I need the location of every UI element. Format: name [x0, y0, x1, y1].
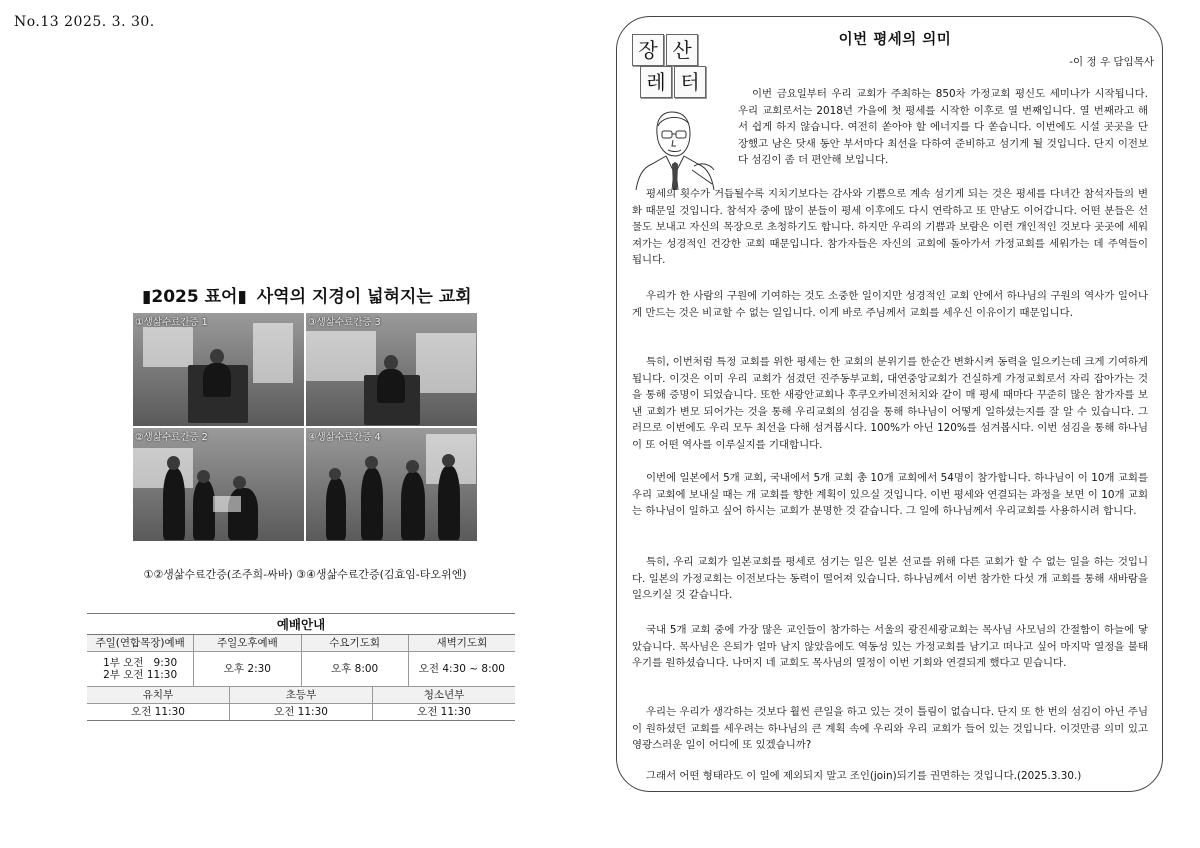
table-header-cell: 주일오후예배 — [194, 635, 301, 651]
motto-text: 사역의 지경이 넓혀지는 교회 — [256, 287, 472, 307]
letter-paragraph: 그래서 어떤 형태라도 이 일에 제외되지 말고 조인(join)되기를 권면하는 것입니다.(2025.3.30.) — [646, 770, 1082, 782]
table-header-cell: 수요기도회 — [302, 635, 409, 651]
letter-author: -이 정 우 담임목사 — [1069, 56, 1154, 68]
testimony-photo-grid — [133, 313, 476, 541]
letter-paragraph: 이번 금요일부터 우리 교회가 주최하는 850차 가정교회 평신도 세미나가 시작됩니다. 우리 교회로서는 2018년 가을에 첫 평세를 시작한 이후로 열 번째입니다. 열 번째라고 해서 쉽게 하지 않습니다. 여전히 쏟아야 할 에너지를 다 쏟습니다. 이번에도 시설 곳곳을 단장했고 남은 닷새 동안 부서마다 최선을 다하여 준비하고 섬기게 될 것입니다. 단지 이전보다 섬김이 좀 더 편안해 보입니다. — [738, 88, 1148, 167]
pastor-portrait-sketch — [632, 104, 718, 190]
letter-title: 이번 평세의 의미 — [838, 32, 952, 48]
motto-marker: ▮ — [237, 287, 247, 307]
table-cell: 오전 11:30 — [87, 704, 230, 720]
worship-schedule-title: 예배안내 — [87, 614, 515, 635]
table-header-cell: 청소년부 — [373, 687, 515, 703]
table-row — [87, 635, 515, 652]
motto-year-label: 2025 표어 — [151, 287, 238, 307]
table-cell: 2부 오전 11:30 — [103, 669, 178, 682]
letter-paragraph: 이번에 일본에서 5개 교회, 국내에서 5개 교회 총 10개 교회에서 54명이 참가합니다. 하나님이 이 10개 교회를 우리 교회에 보내실 때는 개 교회를 향한 계획이 있으실 것입니다. 이번 평세와 연결되는 과정을 보면 이 10개 교회는 하나님이 일하고 싶어 하시는 교회가 분명한 것 같습니다. 그 일에 하나님께서 우리교회를 사용하시려 합니다. — [632, 472, 1148, 518]
testimony-photo — [306, 313, 477, 426]
photo-caption-label: ①생삶수료간증 1 — [135, 317, 208, 328]
sunday-service-times — [87, 652, 194, 686]
table-cell: 오전 4:30 ~ 8:00 — [418, 663, 505, 676]
letter-paragraph: 우리는 우리가 생각하는 것보다 훨씬 큰일을 하고 있는 것이 틀림이 없습니다. 단지 또 한 번의 섬김이 아닌 주님이 원하셨던 교회를 세우려는 하나님의 큰 계획 속에 우리와 우리 교회가 들어 있는 것입니다. 이것만큼 의미 있고 영광스러운 일이 어디에 또 있겠습니까? — [632, 706, 1148, 752]
photo-caption-label: ③생삶수료간증 3 — [308, 317, 381, 328]
letter-paragraph: 우리가 한 사람의 구원에 기여하는 것도 소중한 일이지만 성경적인 교회 안에서 하나님의 구원의 역사가 일어나게 만드는 것은 비교할 수 없는 일입니다. 이게 바로 주님께서 교회를 세우신 이유이기 때문입니다. — [632, 290, 1148, 319]
table-cell: 오후 2:30 — [194, 652, 301, 686]
logo-tile: 장 — [632, 34, 664, 66]
table-header-cell: 유치부 — [87, 687, 230, 703]
worship-schedule-table — [87, 613, 515, 721]
photo-caption-label: ④생삶수료간증 4 — [308, 432, 381, 443]
letter-paragraph: 평세의 횟수가 거듭될수록 지치기보다는 감사와 기쁨으로 계속 섬기게 되는 것은 평세를 다녀간 참석자들의 변화 때문일 것입니다. 참석자 중에 많이 분들이 평세 이후에도 다시 연락하고 또 만남도 이어갑니다. 어떤 분들은 선물도 보내고 자신의 목장으로 초청하기도 합니다. 하지만 우리의 기쁨과 보람은 이런 개인적인 것보다 곳곳에 세워져가는 성경적인 건강한 교회 때문입니다. 참가자들은 자신의 교회에 돌아가서 가정교회를 세워가는 데 주역들이 됩니다. — [632, 188, 1148, 267]
letter-paragraph: 특히, 이번처럼 특정 교회를 위한 평세는 한 교회의 분위기를 한순간 변화시켜 동력을 일으키는데 크게 기여하게 됩니다. 이것은 이미 우리 교회가 섬겼던 진주동부교회, 대연중앙교회가 건실하게 가정교회로서 자리 잡아가는 것을 통해 증명이 되었습니다. 또한 새광안교회나 후쿠오카비전처치와 같이 매 평세 때마다 꾸준히 많은 참가자를 보낸 교회가 변모 되어가는 것을 통해 우리교회의 섬김을 통해 하나님이 어떻게 일하셨는지를 잘 알 수 있습니다. 그러므로 이번에도 우리 모두 최선을 다해 섬겨봅시다. 100%가 아닌 120%를 섬겨봅시다. 이번 섬김을 통해 하나님이 또 어떤 역사를 이루실지를 기대합니다. — [632, 356, 1148, 451]
testimony-photo — [133, 313, 304, 426]
photo-caption-label: ②생삶수료간증 2 — [135, 432, 208, 443]
logo-tile: 레 — [640, 66, 672, 98]
table-row — [87, 687, 515, 704]
table-header-cell: 주일(연합목장)예배 — [87, 635, 194, 651]
testimony-photo — [133, 428, 304, 541]
logo-tile: 산 — [666, 34, 698, 66]
issue-number-date: No.13 2025. 3. 30. — [14, 14, 155, 30]
table-header-cell: 새벽기도회 — [409, 635, 515, 651]
table-row — [87, 652, 515, 687]
column-logo-tiles — [632, 34, 722, 96]
motto-marker: ▮ — [142, 287, 152, 307]
letter-paragraph: 특히, 우리 교회가 일본교회를 평세로 섬기는 일은 일본 선교를 위해 다른 교회가 할 수 없는 일을 하는 것입니다. 일본의 가정교회는 이전보다는 동력이 떨어져 있습니다. 하나님께서 이번 참가한 다섯 개 교회를 통해 새바람을 일으키실 것 같습니다. — [632, 556, 1148, 602]
photo-caption: ①②생삶수료간증(조주희-싸바) ③④생삶수료간증(김효임-타오위엔) — [143, 568, 467, 581]
table-row — [87, 704, 515, 720]
table-header-cell: 초등부 — [230, 687, 373, 703]
yearly-motto — [142, 282, 482, 307]
logo-tile: 터 — [674, 66, 706, 98]
table-cell: 오후 8:00 — [302, 652, 409, 686]
table-cell: 오전 11:30 — [417, 706, 471, 719]
table-cell: 1부 오전 9:30 — [103, 657, 178, 669]
testimony-photo — [306, 428, 477, 541]
letter-paragraph: 국내 5개 교회 중에 가장 많은 교인들이 참가하는 서울의 광진세광교회는 목사님 사모님의 간절함이 하늘에 닿았습니다. 목사님은 은퇴가 얼마 남지 않았음에도 역동성 있는 가정교회를 남기고 떠나고 싶어 마지막 열정을 불태우기를 원하셨습니다. 나머지 네 교회도 목사님의 열정이 이번 기회와 연결되게 했다고 믿습니다. — [632, 624, 1148, 670]
table-cell: 오전 11:30 — [230, 704, 373, 720]
